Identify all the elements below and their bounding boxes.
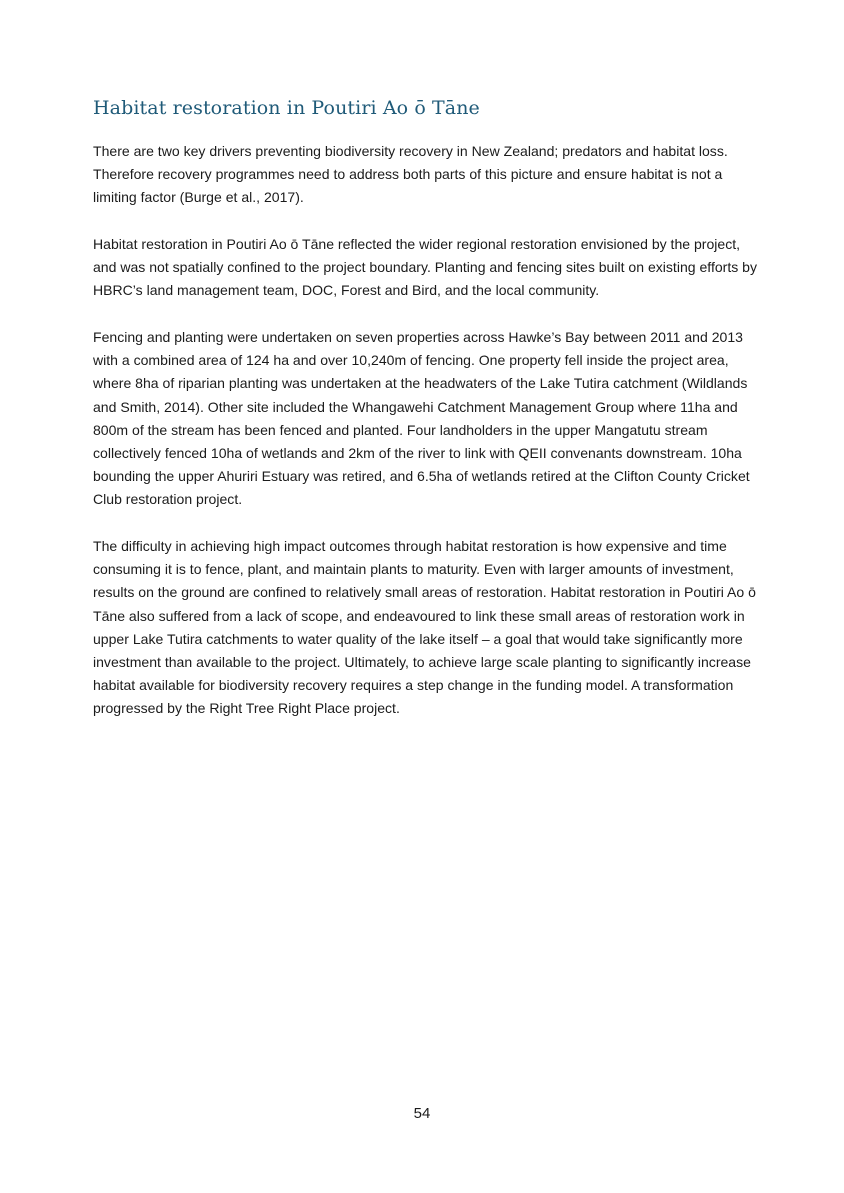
paragraph-difficulty: The difficulty in achieving high impact outcomes through habitat restoration is how expensive and time consuming it is to fence, plant, and maintain plants to maturity. Even with larger amounts of investment, results on the ground are confined to relatively small areas of restoration. Habitat restoration in Poutiri Ao ō Tāne also suffered from a lack of scope, and endeavoured to link these small areas of restoration work in upper Lake Tutira catchments to water quality of the lake itself – a goal that would take significantly more investment than available to the project. Ultimately, to achieve large scale planting to significantly increase habitat available for biodiversity recovery requires a step change in the funding model. A transformation progressed by the Right Tree Right Place project. [93, 538, 756, 717]
page-number: 54 [413, 1105, 431, 1122]
section-heading: Habitat restoration in Poutiri Ao ō Tāne [93, 97, 480, 119]
paragraph-drivers: There are two key drivers preventing biodiversity recovery in New Zealand; predators and habitat loss. Therefore recovery programmes need to address both parts of this picture and ensure habitat is not a limiting factor (Burge et al., 2017). [93, 143, 728, 206]
paragraph-regional-restoration: Habitat restoration in Poutiri Ao ō Tāne reflected the wider regional restoration envisioned by the project, and was not spatially confined to the project boundary. Planting and fencing sites built on existing efforts by HBRC’s land management team, DOC, Forest and Bird, and the local community. [93, 236, 757, 299]
paragraph-fencing-planting: Fencing and planting were undertaken on seven properties across Hawke’s Bay between 2011 and 2013 with a combined area of 124 ha and over 10,240m of fencing. One property fell inside the project area, where 8ha of riparian planting was undertaken at the headwaters of the Lake Tutira catchment (Wildlands and Smith, 2014). Other site included the Whangawehi Catchment Management Group where 11ha and 800m of the stream has been fenced and planted. Four landholders in the upper Mangatutu stream collectively fenced 10ha of wetlands and 2km of the river to link with QEII convenants downstream. 10ha bounding the upper Ahuriri Estuary was retired, and 6.5ha of wetlands retired at the Clifton County Cricket Club restoration project. [93, 329, 750, 508]
